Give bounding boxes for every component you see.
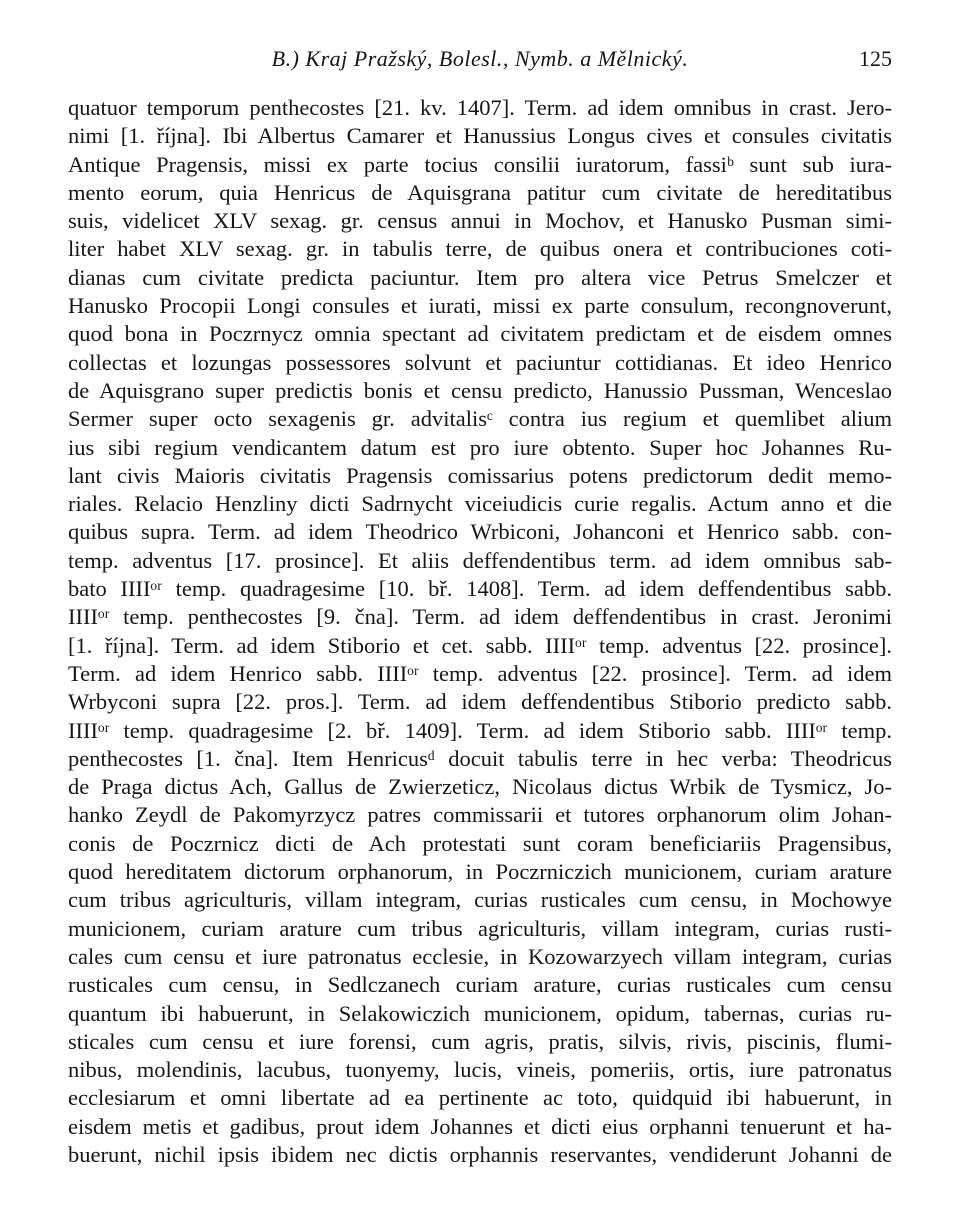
running-title: B.) Kraj Pražský, Bolesl., Nymb. a Mělnický. xyxy=(271,46,689,71)
text-line: sticales cum censu et iure forensi, cum agris, pratis, silvis, rivis, piscinis, flumi- xyxy=(68,1028,892,1054)
text-line: cum tribus agriculturis, villam integram, curias rusticales cum censu, in Mochowye xyxy=(68,887,892,913)
text-line: Hanusko Procopii Longi consules et iurati, missi ex parte consulum, recongnoverunt, xyxy=(68,293,892,319)
text-line: Antique Pragensis, missi ex parte tocius consilii iuratorum, fassiᵇ sunt sub iura- xyxy=(68,151,892,177)
text-line: liter habet XLV sexag. gr. in tabulis terre, de quibus onera et contribuciones coti- xyxy=(68,236,892,262)
text-line: municionem, curiam arature cum tribus agriculturis, villam integram, curias rusti- xyxy=(68,915,892,941)
text-line: nimi [1. října]. Ibi Albertus Camarer et Hanussius Longus cives et consules civitatis xyxy=(68,123,892,149)
running-header xyxy=(68,42,892,76)
text-line: rusticales cum censu, in Sedlczanech curiam arature, curias rusticales cum censu xyxy=(68,972,892,998)
text-line: IIIIᵒʳ temp. quadragesime [2. bř. 1409]. Term. ad idem Stiborio sabb. IIIIᵒʳ temp. xyxy=(68,717,892,743)
page-number: 125 xyxy=(859,46,892,71)
text-line: quantum ibi habuerunt, in Selakowiczich municionem, opidum, tabernas, curias ru- xyxy=(68,1000,892,1026)
text-line: ius sibi regium vendicantem datum est pro iure obtento. Super hoc Johannes Ru- xyxy=(68,434,892,460)
text-line: quibus supra. Term. ad idem Theodrico Wrbiconi, Johanconi et Henrico sabb. con- xyxy=(68,519,892,545)
body-text xyxy=(68,94,892,1169)
text-line: de Praga dictus Ach, Gallus de Zwierzeticz, Nicolaus dictus Wrbik de Tysmicz, Jo- xyxy=(68,774,892,800)
text-line: quod bona in Poczrnycz omnia spectant ad civitatem predictam et de eisdem omnes xyxy=(68,321,892,347)
text-line: cales cum censu et iure patronatus ecclesie, in Kozowarzyech villam integram, curias xyxy=(68,943,892,969)
text-line: conis de Poczrnicz dicti de Ach protestati sunt coram beneficiariis Pragensibus, xyxy=(68,830,892,856)
text-line: bato IIIIᵒʳ temp. quadragesime [10. bř. 1408]. Term. ad idem deffendentibus sabb. xyxy=(68,576,892,602)
text-line: Term. ad idem Henrico sabb. IIIIᵒʳ temp. adventus [22. prosince]. Term. ad idem xyxy=(68,660,892,686)
text-line: mento eorum, quia Henricus de Aquisgrana patitur cum civitate de hereditatibus xyxy=(68,179,892,205)
text-line: collectas et lozungas possessores solvunt et paciuntur cottidianas. Et ideo Henrico xyxy=(68,349,892,375)
text-line: hanko Zeydl de Pakomyrzycz patres commissarii et tutores orphanorum olim Johan- xyxy=(68,802,892,828)
text-line: buerunt, nichil ipsis ibidem nec dictis orphannis reservantes, vendiderunt Johanni de xyxy=(68,1141,892,1167)
text-line: dianas cum civitate predicta paciuntur. Item pro altera vice Petrus Smelczer et xyxy=(68,264,892,290)
text-line: riales. Relacio Henzliny dicti Sadrnycht viceiudicis curie regalis. Actum anno et die xyxy=(68,491,892,517)
text-line: lant civis Maioris civitatis Pragensis comissarius potens predictorum dedit memo- xyxy=(68,462,892,488)
text-line: Sermer super octo sexagenis gr. advitalisᶜ contra ius regium et quemlibet alium xyxy=(68,406,892,432)
text-line: Wrbyconi supra [22. pros.]. Term. ad idem deffendentibus Stiborio predicto sabb. xyxy=(68,689,892,715)
text-line: de Aquisgrano super predictis bonis et censu predicto, Hanussio Pussman, Wenceslao xyxy=(68,377,892,403)
text-line: nibus, molendinis, lacubus, tuonyemy, lucis, vineis, pomeriis, ortis, iure patronatus xyxy=(68,1057,892,1083)
text-line: suis, videlicet XLV sexag. gr. census annui in Mochov, et Hanusko Pusman simi- xyxy=(68,208,892,234)
text-line: penthecostes [1. čna]. Item Henricusᵈ docuit tabulis terre in hec verba: Theodricus xyxy=(68,745,892,771)
text-line: IIIIᵒʳ temp. penthecostes [9. čna]. Term. ad idem deffendentibus in crast. Jeronimi xyxy=(68,604,892,630)
text-line: quod hereditatem dictorum orphanorum, in Poczrniczich municionem, curiam arature xyxy=(68,859,892,885)
text-line: ecclesiarum et omni libertate ad ea pertinente ac toto, quidquid ibi habuerunt, in xyxy=(68,1085,892,1111)
text-line: eisdem metis et gadibus, prout idem Johannes et dicti eius orphanni tenuerunt et ha- xyxy=(68,1113,892,1139)
text-line: quatuor temporum penthecostes [21. kv. 1407]. Term. ad idem omnibus in crast. Jero- xyxy=(68,95,892,120)
text-line: temp. adventus [17. prosince]. Et aliis deffendentibus term. ad idem omnibus sab- xyxy=(68,547,892,573)
text-line: [1. října]. Term. ad idem Stiborio et cet. sabb. IIIIᵒʳ temp. adventus [22. prosince]. xyxy=(68,632,892,658)
